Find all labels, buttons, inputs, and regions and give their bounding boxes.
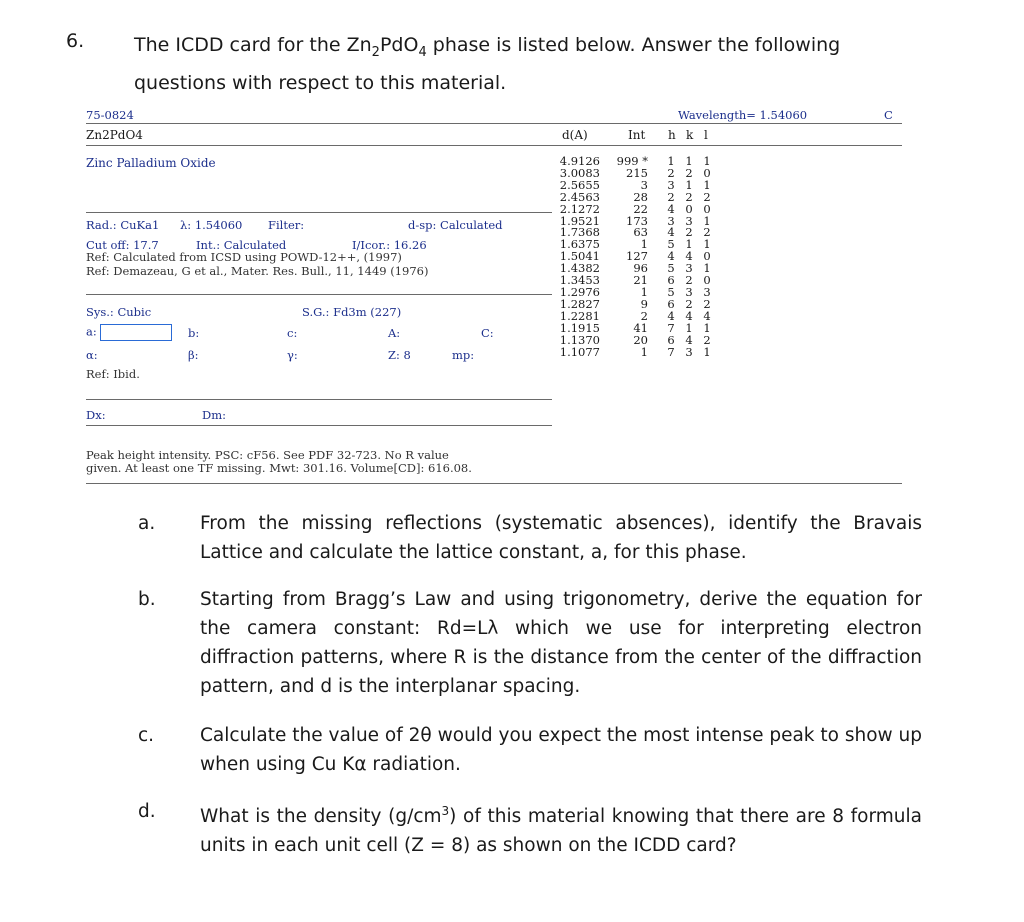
l-index: 1 <box>703 344 711 359</box>
h-index: 3 <box>667 213 675 228</box>
l-index: 1 <box>703 154 711 168</box>
k-index: 4 <box>685 308 693 323</box>
card-dsp: d-sp: Calculated <box>408 218 503 232</box>
card-bottom-rule <box>86 483 902 484</box>
l-index: 4 <box>703 308 711 323</box>
d-value: 1.6375 <box>559 237 600 252</box>
h-index: 5 <box>667 261 675 276</box>
card-lambda: λ: 1.54060 <box>180 218 243 232</box>
h-index: 2 <box>667 189 675 204</box>
card-density-rule <box>86 399 552 400</box>
card-notes-rule <box>86 425 552 426</box>
card-ref2: Ref: Demazeau, G et al., Mater. Res. Bull., 11, 1449 (1976) <box>86 264 429 278</box>
h-index: 4 <box>667 308 675 323</box>
column-h <box>664 156 678 358</box>
intensity-value: 3 <box>640 177 648 192</box>
intensity-value: 20 <box>633 332 648 347</box>
card-ref1: Ref: Calculated from ICSD using POWD-12++, (1997) <box>86 250 402 264</box>
l-index: 1 <box>703 261 711 276</box>
card-int: Int.: Calculated <box>196 238 287 252</box>
card-rad: Rad.: CuKa1 <box>86 218 160 232</box>
column-l <box>700 156 714 358</box>
h-index: 6 <box>667 296 675 311</box>
d-value: 1.1370 <box>559 332 600 347</box>
k-index: 2 <box>685 165 693 180</box>
card-gamma: γ: <box>287 348 298 362</box>
l-index: 1 <box>703 213 711 228</box>
l-index: 2 <box>703 332 711 347</box>
l-index: 2 <box>703 296 711 311</box>
h-index: 5 <box>667 237 675 252</box>
column-k <box>682 156 696 358</box>
h-index: 4 <box>667 225 675 240</box>
k-index: 3 <box>685 261 693 276</box>
d-value: 1.5041 <box>559 249 600 264</box>
card-formula-rule <box>86 145 552 146</box>
card-sys: Sys.: Cubic <box>86 305 152 319</box>
l-index: 2 <box>703 189 711 204</box>
part-b-text: Starting from Bragg’s Law and using trigonometry, derive the equation for the camera constant: Rd=Lλ which we use for interpreting electron diffraction patterns, where R is the distance from the center of the diffraction pattern, and d is the interplanar spacing. <box>200 589 922 697</box>
card-wavelength: Wavelength= 1.54060 <box>678 108 808 122</box>
intensity-value: 215 <box>626 165 648 180</box>
d-value: 1.2976 <box>559 284 600 299</box>
d-value: 1.4382 <box>559 261 600 276</box>
card-b-label: b: <box>188 326 200 340</box>
k-index: 3 <box>685 284 693 299</box>
intensity-value: 22 <box>633 201 648 216</box>
l-index: 0 <box>703 273 711 288</box>
h-index: 1 <box>667 154 675 168</box>
card-note-line1: Peak height intensity. PSC: cF56. See PDF 32-723. No R value <box>86 448 449 462</box>
card-mp: mp: <box>452 348 475 362</box>
part-c-letter: c. <box>138 725 155 746</box>
part-a-text: From the missing reflections (systematic absences), identify the Bravais Lattice and calculate the lattice constant, a, for this phase. <box>200 513 922 563</box>
d-value: 1.1077 <box>559 344 600 359</box>
intensity-value: 127 <box>626 249 648 264</box>
icdd-card <box>86 108 902 486</box>
table-header-rule <box>552 145 902 146</box>
card-A-label: A: <box>388 326 401 340</box>
h-index: 7 <box>667 320 675 335</box>
d-value: 1.9521 <box>559 213 600 228</box>
column-intensity <box>616 156 648 358</box>
k-index: 2 <box>685 225 693 240</box>
part-c-text: Calculate the value of 2θ would you expect the most intense peak to show up when using Cu Kα radiation. <box>200 725 923 775</box>
intensity-value: 173 <box>626 213 648 228</box>
card-corner-label: C <box>884 108 893 122</box>
k-index: 2 <box>685 296 693 311</box>
l-index: 1 <box>703 237 711 252</box>
l-index: 2 <box>703 225 711 240</box>
l-index: 0 <box>703 165 711 180</box>
card-beta: β: <box>188 348 199 362</box>
h-index: 4 <box>667 249 675 264</box>
l-index: 1 <box>703 177 711 192</box>
part-a-letter: a. <box>138 513 156 534</box>
card-icor: I/Icor.: 16.26 <box>352 238 427 252</box>
h-index: 2 <box>667 165 675 180</box>
l-index: 1 <box>703 320 711 335</box>
d-value: 1.7368 <box>559 225 600 240</box>
intensity-value: 1 <box>640 344 648 359</box>
k-index: 4 <box>685 249 693 264</box>
intensity-value: 63 <box>633 225 648 240</box>
d-value: 1.2281 <box>559 308 600 323</box>
k-index: 4 <box>685 332 693 347</box>
intensity-value: 1 <box>640 237 648 252</box>
h-index: 6 <box>667 273 675 288</box>
card-a-label: a: <box>86 324 172 341</box>
part-d-text: What is the density $(g/cm^3)$ of this material knowing that there are 8 formula units in each unit cell (Z = 8) as shown on the ICDD card? <box>200 804 922 857</box>
card-formula: Zn2PdO4 <box>86 128 143 142</box>
k-index: 1 <box>685 320 693 335</box>
col-header-d: d(A) <box>562 128 588 142</box>
l-index: 0 <box>703 249 711 264</box>
k-index: 3 <box>685 344 693 359</box>
card-c-label: c: <box>287 326 298 340</box>
question-number: 6. <box>66 30 85 52</box>
card-rad-rule <box>86 212 552 213</box>
card-code: 75-0824 <box>86 108 134 122</box>
intensity-value: 999 * <box>616 154 648 168</box>
intensity-value: 28 <box>633 189 648 204</box>
d-value: 2.5655 <box>559 177 600 192</box>
intensity-value: 41 <box>633 320 648 335</box>
card-dx: Dx: <box>86 408 106 422</box>
d-value: 3.0083 <box>559 165 600 180</box>
question-intro: The ICDD card for the $Zn_2PdO_4$ phase is listed below. Answer the following questions with respect to this material. <box>134 34 841 94</box>
card-compound-name: Zinc Palladium Oxide <box>86 156 216 170</box>
d-value: 1.3453 <box>559 273 600 288</box>
col-header-k: k <box>686 128 694 142</box>
h-index: 5 <box>667 284 675 299</box>
k-index: 2 <box>685 273 693 288</box>
col-header-l: l <box>704 128 708 142</box>
d-value: 4.9126 <box>559 154 600 168</box>
intensity-value: 21 <box>633 273 648 288</box>
l-index: 0 <box>703 201 711 216</box>
k-index: 1 <box>685 154 693 168</box>
h-index: 3 <box>667 177 675 192</box>
intensity-value: 9 <box>640 296 648 311</box>
h-index: 6 <box>667 332 675 347</box>
intensity-value: 1 <box>640 284 648 299</box>
h-index: 4 <box>667 201 675 216</box>
part-b-letter: b. <box>138 589 156 610</box>
card-top-rule <box>86 123 902 124</box>
card-crystal-rule <box>86 294 552 295</box>
card-alpha: α: <box>86 348 98 362</box>
h-index: 7 <box>667 344 675 359</box>
k-index: 2 <box>685 189 693 204</box>
k-index: 3 <box>685 213 693 228</box>
column-d-spacing <box>556 156 600 358</box>
card-C-label: C: <box>481 326 494 340</box>
card-dm: Dm: <box>202 408 226 422</box>
intensity-value: 2 <box>640 308 648 323</box>
d-value: 1.1915 <box>559 320 600 335</box>
card-z: Z: 8 <box>388 348 411 362</box>
d-value: 2.4563 <box>559 189 600 204</box>
card-cutoff: Cut off: 17.7 <box>86 238 159 252</box>
d-value: 1.2827 <box>559 296 600 311</box>
card-ref-ibid: Ref: Ibid. <box>86 367 140 381</box>
d-value: 2.1272 <box>559 201 600 216</box>
k-index: 1 <box>685 237 693 252</box>
k-index: 0 <box>685 201 693 216</box>
intensity-value: 96 <box>633 261 648 276</box>
card-filter: Filter: <box>268 218 305 232</box>
col-header-int: Int <box>628 128 646 142</box>
lattice-a-box[interactable] <box>100 324 172 341</box>
card-spacegroup: S.G.: Fd3m (227) <box>302 305 402 319</box>
col-header-h: h <box>668 128 676 142</box>
part-d-letter: d. <box>138 801 156 822</box>
l-index: 3 <box>703 284 711 299</box>
card-note-line2: given. At least one TF missing. Mwt: 301.16. Volume[CD]: 616.08. <box>86 461 472 475</box>
k-index: 1 <box>685 177 693 192</box>
